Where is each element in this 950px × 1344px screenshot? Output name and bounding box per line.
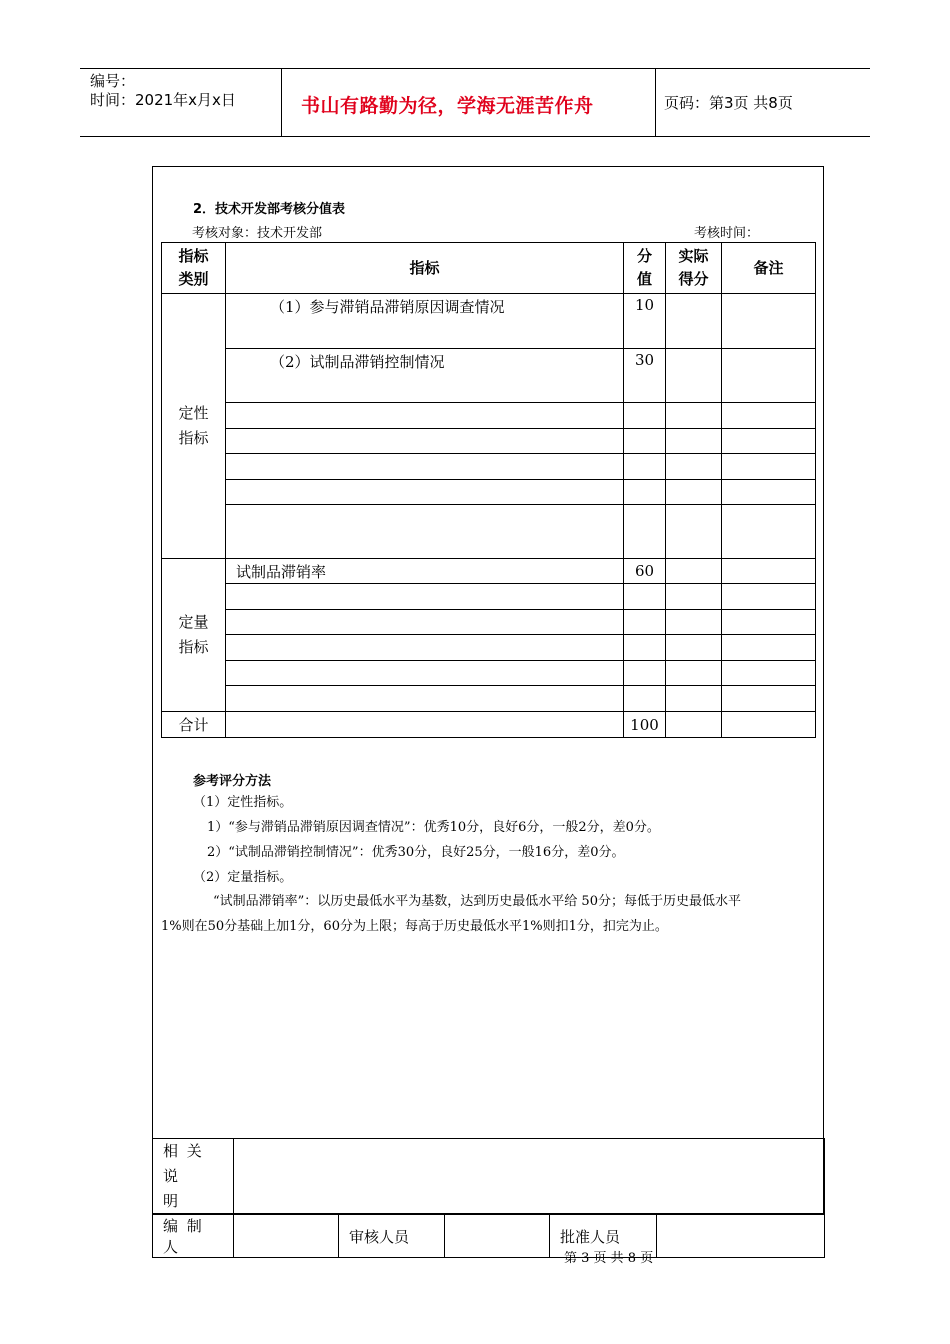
remark-cell[interactable]	[722, 403, 816, 429]
remark-cell[interactable]	[722, 610, 816, 635]
header-score: 分 值	[624, 243, 666, 294]
indicator-cell: （2）试制品滞销控制情况	[226, 349, 624, 403]
remark-cell[interactable]	[722, 294, 816, 349]
remark-cell[interactable]	[722, 429, 816, 454]
table-row	[162, 584, 816, 610]
table-row	[162, 454, 816, 480]
table-row	[162, 294, 816, 349]
table-header-row	[162, 243, 816, 294]
header-category: 指标 类别	[162, 243, 226, 294]
actual-score-cell[interactable]	[666, 429, 722, 454]
remark-cell[interactable]	[722, 559, 816, 584]
header-divider	[655, 68, 656, 136]
actual-score-cell[interactable]	[666, 294, 722, 349]
indicator-cell[interactable]	[226, 635, 624, 661]
score-cell[interactable]	[624, 610, 666, 635]
indicator-cell	[226, 712, 624, 738]
actual-score-cell[interactable]	[666, 610, 722, 635]
editor-field[interactable]	[234, 1215, 339, 1258]
score-cell: 30	[624, 349, 666, 403]
table-row	[162, 610, 816, 635]
header-remark: 备注	[722, 243, 816, 294]
method-line: （1）定性指标。	[193, 795, 293, 810]
header-top-rule	[80, 68, 870, 69]
assessment-time: 考核时间：	[694, 226, 760, 241]
score-cell[interactable]	[624, 403, 666, 429]
score-cell[interactable]	[624, 635, 666, 661]
indicator-cell[interactable]	[226, 686, 624, 712]
remark-cell[interactable]	[722, 454, 816, 480]
table-row	[162, 429, 816, 454]
signoff-table	[152, 1138, 825, 1258]
remark-cell[interactable]	[722, 686, 816, 712]
indicator-cell[interactable]	[226, 403, 624, 429]
reviewer-label: 审核人员	[339, 1215, 445, 1258]
indicator-cell[interactable]	[226, 584, 624, 610]
actual-score-cell[interactable]	[666, 403, 722, 429]
table-row	[162, 349, 816, 403]
indicator-cell[interactable]	[226, 610, 624, 635]
page-footer: 第 3 页 共 8 页	[564, 1251, 654, 1266]
table-row	[162, 505, 816, 559]
remark-cell[interactable]	[722, 661, 816, 686]
indicator-cell[interactable]	[226, 661, 624, 686]
remark-cell[interactable]	[722, 480, 816, 505]
table-row	[162, 635, 816, 661]
actual-score-cell[interactable]	[666, 661, 722, 686]
score-cell[interactable]	[624, 429, 666, 454]
indicator-cell: 试制品滞销率	[226, 559, 624, 584]
method-line: “试制品滞销率”：以历史最低水平为基数，达到历史最低水平给 50分；每低于历史最低水平	[213, 894, 741, 909]
header-number-label: 编号：	[90, 72, 136, 90]
method-line: （2）定量指标。	[193, 870, 293, 885]
remark-cell[interactable]	[722, 349, 816, 403]
actual-score-cell[interactable]	[666, 635, 722, 661]
remark-cell[interactable]	[722, 712, 816, 738]
actual-score-cell[interactable]	[666, 712, 722, 738]
header-indicator: 指标	[226, 243, 624, 294]
method-title: 参考评分方法	[193, 774, 272, 789]
table-row	[162, 480, 816, 505]
total-label: 合计	[162, 712, 226, 738]
category-qualitative: 定性 指标	[162, 294, 226, 559]
indicator-cell: （1）参与滞销品滞销原因调查情况	[226, 294, 624, 349]
actual-score-cell[interactable]	[666, 559, 722, 584]
actual-score-cell[interactable]	[666, 584, 722, 610]
actual-score-cell[interactable]	[666, 454, 722, 480]
actual-score-cell[interactable]	[666, 505, 722, 559]
indicator-cell[interactable]	[226, 454, 624, 480]
total-row	[162, 712, 816, 738]
score-cell[interactable]	[624, 505, 666, 559]
approver-label: 批准人员	[550, 1215, 657, 1258]
method-line: 1）“参与滞销品滞销原因调查情况”：优秀10分，良好6分，一般2分，差0分。	[207, 820, 660, 835]
score-cell[interactable]	[624, 584, 666, 610]
header-actual-score: 实际 得分	[666, 243, 722, 294]
signoff-row	[153, 1215, 825, 1258]
related-notes-label: 相 关 说 明	[153, 1139, 234, 1215]
table-row	[162, 686, 816, 712]
score-cell[interactable]	[624, 480, 666, 505]
header-bottom-rule	[80, 136, 870, 137]
editor-label: 编 制 人	[153, 1215, 234, 1258]
table-row	[162, 559, 816, 584]
total-score: 100	[624, 712, 666, 738]
score-cell[interactable]	[624, 661, 666, 686]
indicator-cell[interactable]	[226, 429, 624, 454]
header-motto: 书山有路勤为径，学海无涯苦作舟	[301, 95, 594, 117]
approver-field[interactable]	[657, 1215, 825, 1258]
assessment-target: 考核对象：技术开发部	[192, 226, 323, 241]
table-row	[162, 661, 816, 686]
score-cell[interactable]	[624, 454, 666, 480]
actual-score-cell[interactable]	[666, 686, 722, 712]
score-cell: 60	[624, 559, 666, 584]
indicator-cell[interactable]	[226, 480, 624, 505]
remark-cell[interactable]	[722, 584, 816, 610]
score-cell: 10	[624, 294, 666, 349]
table-row	[162, 403, 816, 429]
related-notes-row	[153, 1139, 825, 1215]
header-divider	[281, 68, 282, 136]
header-time-label: 时间：2021年x月x日	[90, 91, 236, 109]
actual-score-cell[interactable]	[666, 480, 722, 505]
header-page-label: 页码：第3页 共8页	[664, 94, 793, 112]
remark-cell[interactable]	[722, 635, 816, 661]
reviewer-field[interactable]	[445, 1215, 550, 1258]
remark-cell[interactable]	[722, 505, 816, 559]
method-line: 2）“试制品滞销控制情况”：优秀30分，良好25分，一般16分，差0分。	[207, 845, 625, 860]
scoring-table	[161, 242, 816, 738]
indicator-cell[interactable]	[226, 505, 624, 559]
category-quantitative: 定量 指标	[162, 559, 226, 712]
score-cell[interactable]	[624, 686, 666, 712]
related-notes-field[interactable]	[234, 1139, 825, 1215]
method-line: 1%则在50分基础上加1分，60分为上限；每高于历史最低水平1%则扣1分，扣完为止。	[161, 919, 668, 934]
section-title: 2．技术开发部考核分值表	[193, 202, 346, 217]
actual-score-cell[interactable]	[666, 349, 722, 403]
